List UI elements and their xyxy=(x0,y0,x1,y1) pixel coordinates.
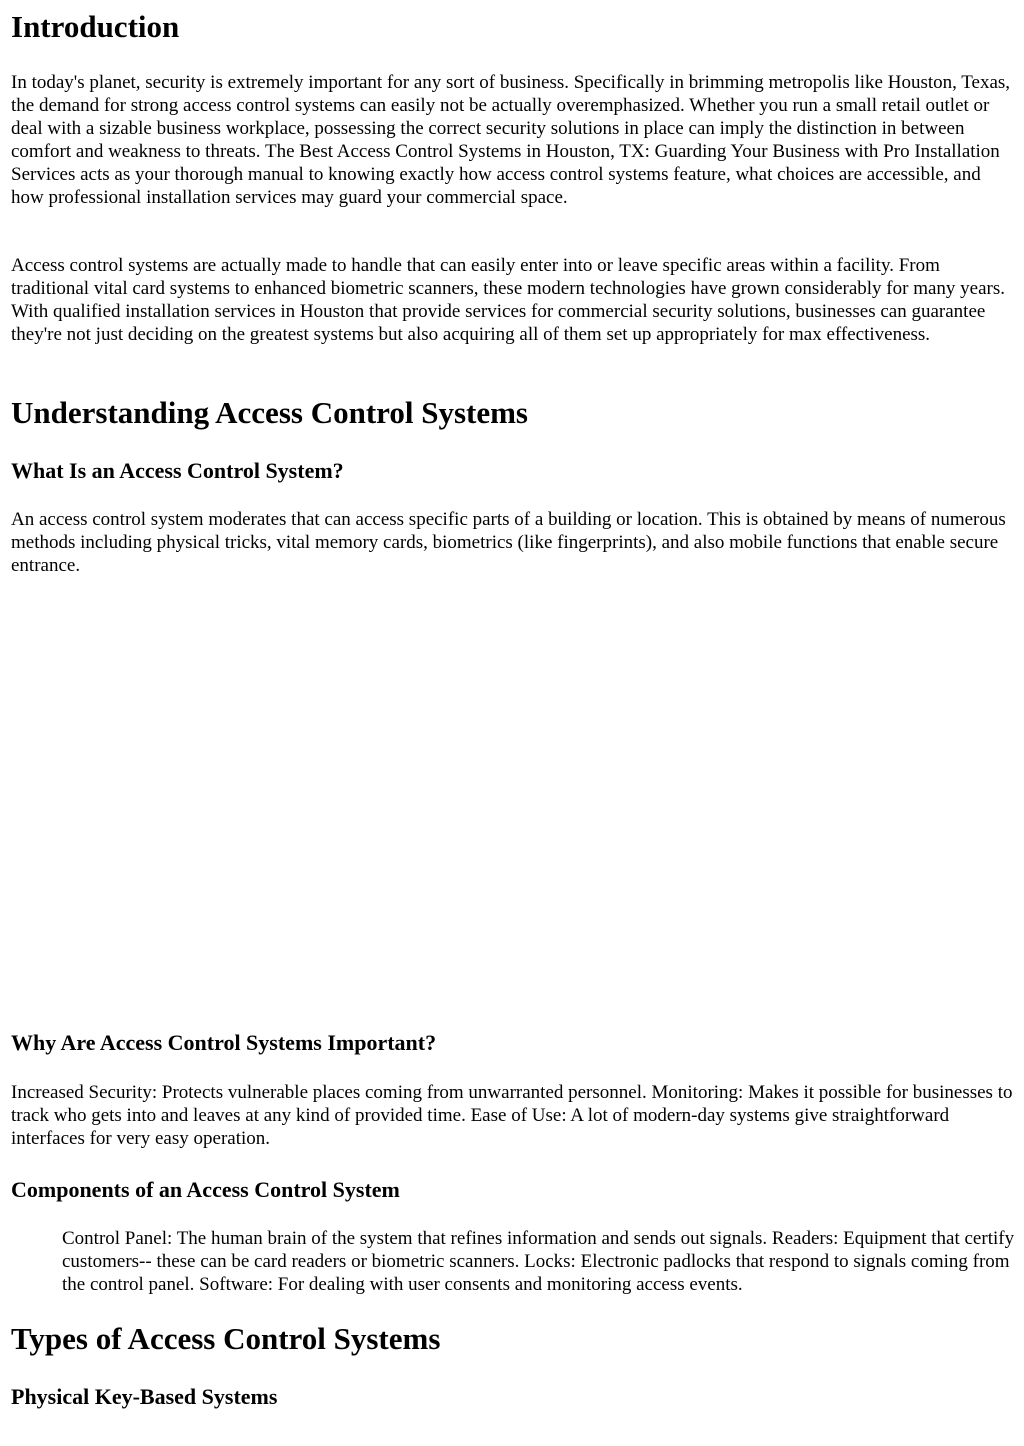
heading-why-important: Why Are Access Control Systems Important? xyxy=(11,1030,437,1055)
components-blockquote: Control Panel: The human brain of the system that refines information and sends out signals. Readers: Equipment that certify customers-- these can be card readers or biometric scanners. Locks: Electronic padlocks that respond to signals coming from the control panel. Software: For dealing with user consents and monitoring access events. xyxy=(62,1228,1015,1295)
what-is-paragraph: An access control system moderates that can access specific parts of a building or location. This is obtained by means of numerous methods including physical tricks, vital memory cards, biometrics (like fingerprints), and also mobile functions that enable secure entrance. xyxy=(11,509,1006,576)
intro-paragraph-2: Access control systems are actually made to handle that can easily enter into or leave specific areas within a facility. From traditional vital card systems to enhanced biometric scanners, these modern technologies have grown considerably for many years. With qualified installation services in Houston that provide services for commercial security solutions, businesses can guarantee they're not just deciding on the greatest systems but also acquiring all of them set up appropriately for max effectiveness. xyxy=(11,255,1006,345)
heading-introduction: Introduction xyxy=(11,9,180,44)
why-important-paragraph: Increased Security: Protects vulnerable places coming from unwarranted personnel. Monitoring: Makes it possible for businesses to track who gets into and leaves at any kind of provided time. Ease of Use: A lot of modern-day systems give straightforward interfaces for very easy operation. xyxy=(11,1082,1013,1149)
heading-types: Types of Access Control Systems xyxy=(11,1321,441,1356)
heading-physical-key-based: Physical Key-Based Systems xyxy=(11,1384,278,1409)
heading-components: Components of an Access Control System xyxy=(11,1177,400,1202)
intro-paragraph-1: In today's planet, security is extremely important for any sort of business. Specifically in brimming metropolis like Houston, Texas, the demand for strong access control systems can easily not be actually overemphasized. Whether you run a small retail outlet or deal with a sizable business workplace, possessing the correct security solutions in place can imply the distinction in between comfort and weakness to threats. The Best Access Control Systems in Houston, TX: Guarding Your Business with Pro Installation Services acts as your thorough manual to knowing exactly how access control systems feature, what choices are accessible, and how professional installation services may guard your commercial space. xyxy=(11,72,1011,208)
heading-what-is: What Is an Access Control System? xyxy=(11,458,344,483)
heading-understanding: Understanding Access Control Systems xyxy=(11,395,528,430)
embedded-media-placeholder xyxy=(11,590,1013,1020)
